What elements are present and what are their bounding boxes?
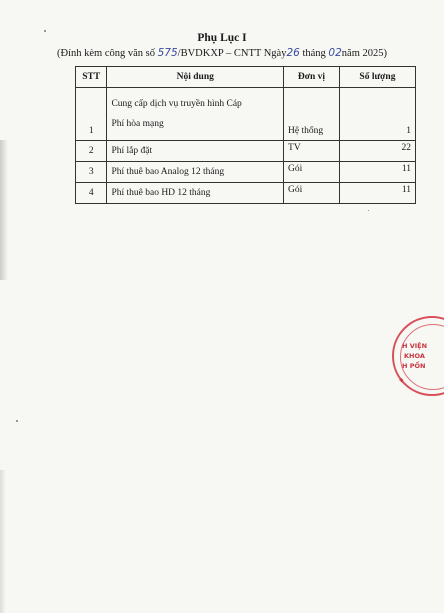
cell-unit: Gói [284,183,340,204]
table-header-row [76,67,416,88]
cell-unit: Hệ thống [284,88,340,141]
scan-speck [368,210,369,211]
cell-content: Phí lắp đặt [107,141,284,162]
seal-text: H PỐN [402,362,426,370]
cell-content: Phí thuê bao HD 12 tháng [107,183,284,204]
handwritten-doc-number: 575 [157,47,178,59]
cell-stt: 4 [76,183,107,204]
cell-quantity: 1 [339,88,415,141]
hospital-seal-stamp [392,316,444,396]
header-unit: Đơn vị [284,67,340,88]
subtitle-suffix: năm 2025) [341,48,387,59]
handwritten-day: 26 [286,47,300,59]
scan-speck [16,420,18,422]
cell-unit: Gói [284,162,340,183]
subtitle-prefix: (Đính kèm công văn số [57,48,155,59]
table-row [76,162,416,183]
cell-stt: 1 [76,88,107,141]
table-row [76,141,416,162]
cell-content: Phí thuê bao Analog 12 tháng [107,162,284,183]
seal-text: KHOA [404,352,425,360]
cell-stt: 2 [76,141,107,162]
cell-quantity: 11 [339,162,415,183]
cell-stt: 3 [76,162,107,183]
seal-text: H VIỆN [402,342,428,350]
header-stt: STT [76,67,107,88]
content-line: Phí hòa mạng [111,119,164,129]
scan-shadow [0,140,8,280]
table-row [76,183,416,204]
page-title: Phụ Lục I [197,32,247,44]
page-subtitle [0,47,444,59]
handwritten-month: 02 [328,47,342,59]
header-content: Nội dung [107,67,284,88]
month-label: tháng [302,48,326,59]
seal-star-icon: ✦ [398,376,405,385]
table-row [76,88,416,141]
content-line: Cung cấp dịch vụ truyền hình Cáp [111,99,242,109]
appendix-table [75,66,416,204]
cell-unit: TV [284,141,340,162]
scan-shadow [0,470,6,613]
cell-quantity: 22 [339,141,415,162]
cell-content [107,88,284,141]
header-quantity: Số lượng [339,67,415,88]
subtitle-mid: /BVDKXP – CNTT Ngày [177,48,287,59]
cell-quantity: 11 [339,183,415,204]
